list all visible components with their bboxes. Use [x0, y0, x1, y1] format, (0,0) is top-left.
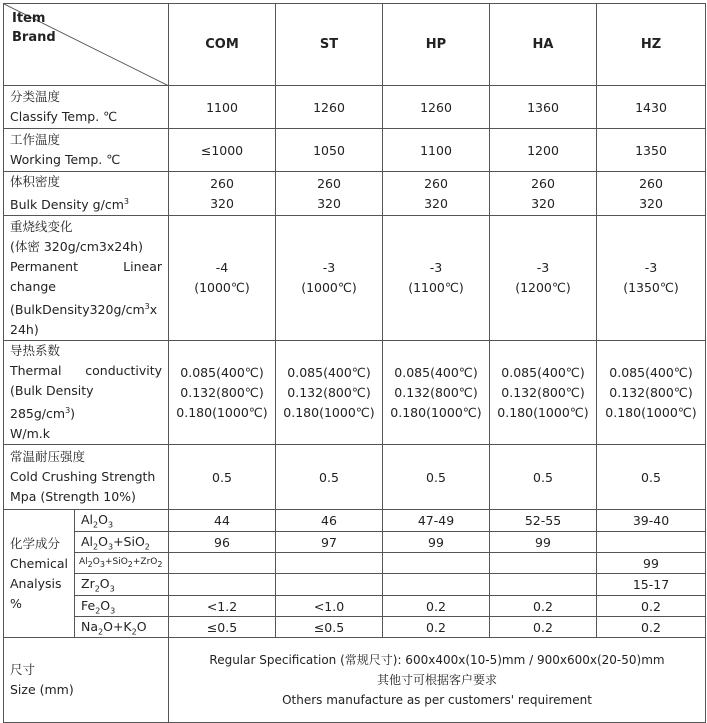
chem-value: ≤0.5	[276, 617, 383, 638]
chem-row-na2o-k2o	[4, 617, 706, 638]
chem-value	[169, 574, 276, 596]
chem-row-zr2o3	[4, 574, 706, 596]
chem-value	[169, 553, 276, 574]
thermal-conductivity-value: 0.085(400℃) 0.132(800℃) 0.180(1000℃)	[169, 341, 276, 445]
classify-temp-value: 1430	[597, 86, 706, 129]
chem-value: ≤0.5	[169, 617, 276, 638]
crushing-strength-value: 0.5	[276, 445, 383, 510]
working-temp-row	[4, 129, 706, 172]
thermal-conductivity-label: 导热系数 Thermal conductivity (Bulk Density $285g/cm^3$) W/m.k	[4, 341, 169, 445]
bulk-density-value: 260 320	[490, 172, 597, 216]
chem-value: 0.2	[383, 596, 490, 617]
header-row	[4, 4, 706, 86]
working-temp-value: 1050	[276, 129, 383, 172]
chem-row-al2o3-sio2-zro2	[4, 553, 706, 574]
chem-value: 46	[276, 510, 383, 532]
chem-value: 0.2	[490, 596, 597, 617]
linear-change-row	[4, 216, 706, 341]
brand-header: Brand	[12, 30, 56, 45]
bulk-density-value: 260 320	[276, 172, 383, 216]
thermal-conductivity-value: 0.085(400℃) 0.132(800℃) 0.180(1000℃)	[383, 341, 490, 445]
working-temp-value: 1200	[490, 129, 597, 172]
item-header: Item	[12, 11, 46, 26]
linear-change-value: -3 (1100℃)	[383, 216, 490, 341]
chem-value: 39-40	[597, 510, 706, 532]
chem-value: 0.2	[383, 617, 490, 638]
brand-st: ST	[276, 4, 383, 86]
chem-row-fe2o3	[4, 596, 706, 617]
corner-header-cell	[4, 4, 169, 86]
chem-label-na2o-k2o: $Na_2O+K_2O$	[75, 617, 169, 638]
chem-value	[276, 553, 383, 574]
size-row	[4, 638, 706, 723]
chem-label-zr2o3: $Zr_2O_3$	[75, 574, 169, 596]
crushing-strength-label: 常温耐压强度 Cold Crushing Strength Mpa (Strength 10%)	[4, 445, 169, 510]
thermal-conductivity-row	[4, 341, 706, 445]
chem-value: 99	[490, 532, 597, 553]
chem-value: 99	[597, 553, 706, 574]
linear-change-label: 重烧线变化 (体密 320g/cm3x24h) Permanent Linear change ($BulkDensity320g/cm^3x$ 24h)	[4, 216, 169, 341]
size-custom-cn: 其他寸可根据客户要求	[376, 673, 497, 688]
bulk-density-value: 260 320	[169, 172, 276, 216]
chem-value	[383, 574, 490, 596]
chem-value: <1.2	[169, 596, 276, 617]
crushing-strength-row	[4, 445, 706, 510]
thermal-conductivity-value: 0.085(400℃) 0.132(800℃) 0.180(1000℃)	[276, 341, 383, 445]
classify-temp-value: 1100	[169, 86, 276, 129]
bulk-density-row	[4, 172, 706, 216]
chem-label-al2o3-sio2-zro2: $Al_2O_3+SiO_2+ZrO_2$	[75, 553, 169, 574]
chem-row-al2o3-sio2	[4, 532, 706, 553]
linear-change-value: -3 (1000℃)	[276, 216, 383, 341]
chem-value	[490, 574, 597, 596]
chem-value: 15-17	[597, 574, 706, 596]
crushing-strength-value: 0.5	[169, 445, 276, 510]
chem-label-fe2o3: $Fe_2O_3$	[75, 596, 169, 617]
chem-value: 47-49	[383, 510, 490, 532]
chem-value: 0.2	[597, 596, 706, 617]
chem-value: 96	[169, 532, 276, 553]
classify-temp-row	[4, 86, 706, 129]
chem-label-al2o3-sio2: $Al_2O_3+SiO_2$	[75, 532, 169, 553]
size-regular-spec: Regular Specification (常规尺寸): 600x400x(10-5)mm / 900x600x(20-50)mm	[209, 653, 665, 668]
specification-table	[3, 3, 706, 723]
working-temp-label: 工作温度 Working Temp. ℃	[4, 129, 169, 172]
chem-value: 0.2	[597, 617, 706, 638]
working-temp-value: ≤1000	[169, 129, 276, 172]
bulk-density-value: 260 320	[383, 172, 490, 216]
chem-value	[490, 553, 597, 574]
linear-change-value: -4 (1000℃)	[169, 216, 276, 341]
crushing-strength-value: 0.5	[383, 445, 490, 510]
chem-value	[597, 532, 706, 553]
crushing-strength-value: 0.5	[490, 445, 597, 510]
working-temp-value: 1100	[383, 129, 490, 172]
bulk-density-label: 体积密度 Bulk Density $g/cm^3$	[4, 172, 169, 216]
chem-label-al2o3: $Al_2O_3$	[75, 510, 169, 532]
linear-change-value: -3 (1200℃)	[490, 216, 597, 341]
chemical-analysis-label: 化学成分 Chemical Analysis %	[4, 510, 75, 638]
chem-value	[383, 553, 490, 574]
bulk-density-value: 260 320	[597, 172, 706, 216]
classify-temp-label: 分类温度 Classify Temp. ℃	[4, 86, 169, 129]
chem-value	[276, 574, 383, 596]
chem-value: 0.2	[490, 617, 597, 638]
classify-temp-value: 1360	[490, 86, 597, 129]
working-temp-value: 1350	[597, 129, 706, 172]
chem-value: 52-55	[490, 510, 597, 532]
chem-value: 44	[169, 510, 276, 532]
thermal-conductivity-value: 0.085(400℃) 0.132(800℃) 0.180(1000℃)	[490, 341, 597, 445]
chem-value: 99	[383, 532, 490, 553]
chem-value: <1.0	[276, 596, 383, 617]
brand-com: COM	[169, 4, 276, 86]
chem-row-al2o3	[4, 510, 706, 532]
classify-temp-value: 1260	[276, 86, 383, 129]
brand-hp: HP	[383, 4, 490, 86]
brand-hz: HZ	[597, 4, 706, 86]
thermal-conductivity-value: 0.085(400℃) 0.132(800℃) 0.180(1000℃)	[597, 341, 706, 445]
crushing-strength-value: 0.5	[597, 445, 706, 510]
size-custom-en: Others manufacture as per customers' requirement	[282, 693, 592, 708]
classify-temp-value: 1260	[383, 86, 490, 129]
chem-value: 97	[276, 532, 383, 553]
brand-ha: HA	[490, 4, 597, 86]
linear-change-value: -3 (1350℃)	[597, 216, 706, 341]
size-spec	[169, 638, 706, 723]
size-label: 尺寸 Size (mm)	[4, 638, 169, 723]
